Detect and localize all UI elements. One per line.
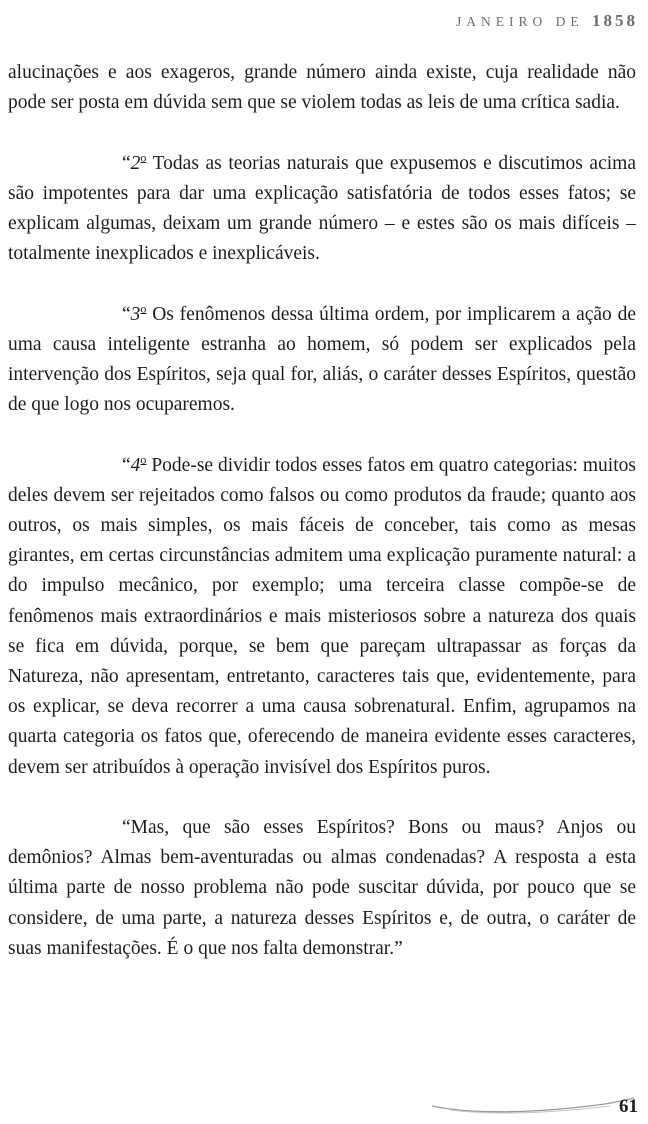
paragraph-text: Pode-se dividir todos esses fatos em quatro categorias: muitos deles devem ser rejeitados como falsos ou como produtos da fraude; quanto aos outros, os mais simples, os mais fáceis de conceber, tais como as mesas girantes, em certas circunstâncias admitem uma explicação puramente natural: a do impulso mecânico, por exemplo; uma terceira classe compõe-se de fenômenos mais extraordinários e mais misteriosos sobre a natureza dos quais se fica em dúvida, porque, se bem que pareçam ultrapassar as forças da Natureza, não apresentam, entretanto, caracteres tais que, evidentemente, para os explicar, se deva recorrer a uma causa sobrenatural. Enfim, agrupamos na quarta categoria os fatos que, oferecendo de maneira evidente esses caracteres, devem ser atribuídos à operação invisível dos Espíritos puros. (8, 454, 636, 778)
point-number: 2 (130, 152, 141, 174)
point-number: 4 (130, 454, 141, 476)
paragraph-point-2 (8, 149, 636, 270)
paragraph-continued: alucinações e aos exageros, grande número ainda existe, cuja realidade não pode ser posta em dúvida sem que se violem todas as leis de uma crítica sadia. (8, 62, 636, 114)
header-month: JANEIRO DE (456, 14, 584, 29)
open-quote: “ (122, 454, 131, 476)
open-quote: “ (122, 303, 131, 325)
point-number: 3 (130, 303, 141, 325)
paragraph-point-3 (8, 300, 636, 421)
footer-swoosh-ornament (430, 1094, 640, 1116)
body-text (8, 58, 636, 994)
ordinal-mark: o (140, 452, 147, 467)
paragraph-text: Os fenômenos dessa última ordem, por implicarem a ação de uma causa inteligente estranha ao homem, só podem ser explicados pela intervenção dos Espíritos, seja qual for, aliás, o caráter desses Espíritos, questão de que logo nos ocuparemos. (8, 303, 636, 416)
paragraph-closing: “Mas, que são esses Espíritos? Bons ou maus? Anjos ou demônios? Almas bem-aventuradas ou almas condenadas? A resposta a esta última parte de nosso problema não pode suscitar dúvida, por pouco que se considere, de uma parte, a natureza desses Espíritos e, de outra, o caráter de suas manifestações. É o que nos falta demonstrar.” (8, 817, 636, 959)
header-year: 1858 (592, 11, 638, 30)
ordinal-mark: o (140, 301, 147, 316)
paragraph-point-4 (8, 451, 636, 783)
page-number: 61 (619, 1096, 638, 1117)
running-header (456, 11, 638, 31)
open-quote: “ (122, 152, 131, 174)
ordinal-mark: o (140, 150, 147, 165)
paragraph-text: Todas as teorias naturais que expusemos e discutimos acima são impotentes para dar uma explicação satisfatória de todos esses fatos; se explicam algumas, deixam um grande número – e estes são os mais difíceis – totalmente inexplicados e inexplicáveis. (8, 152, 636, 265)
